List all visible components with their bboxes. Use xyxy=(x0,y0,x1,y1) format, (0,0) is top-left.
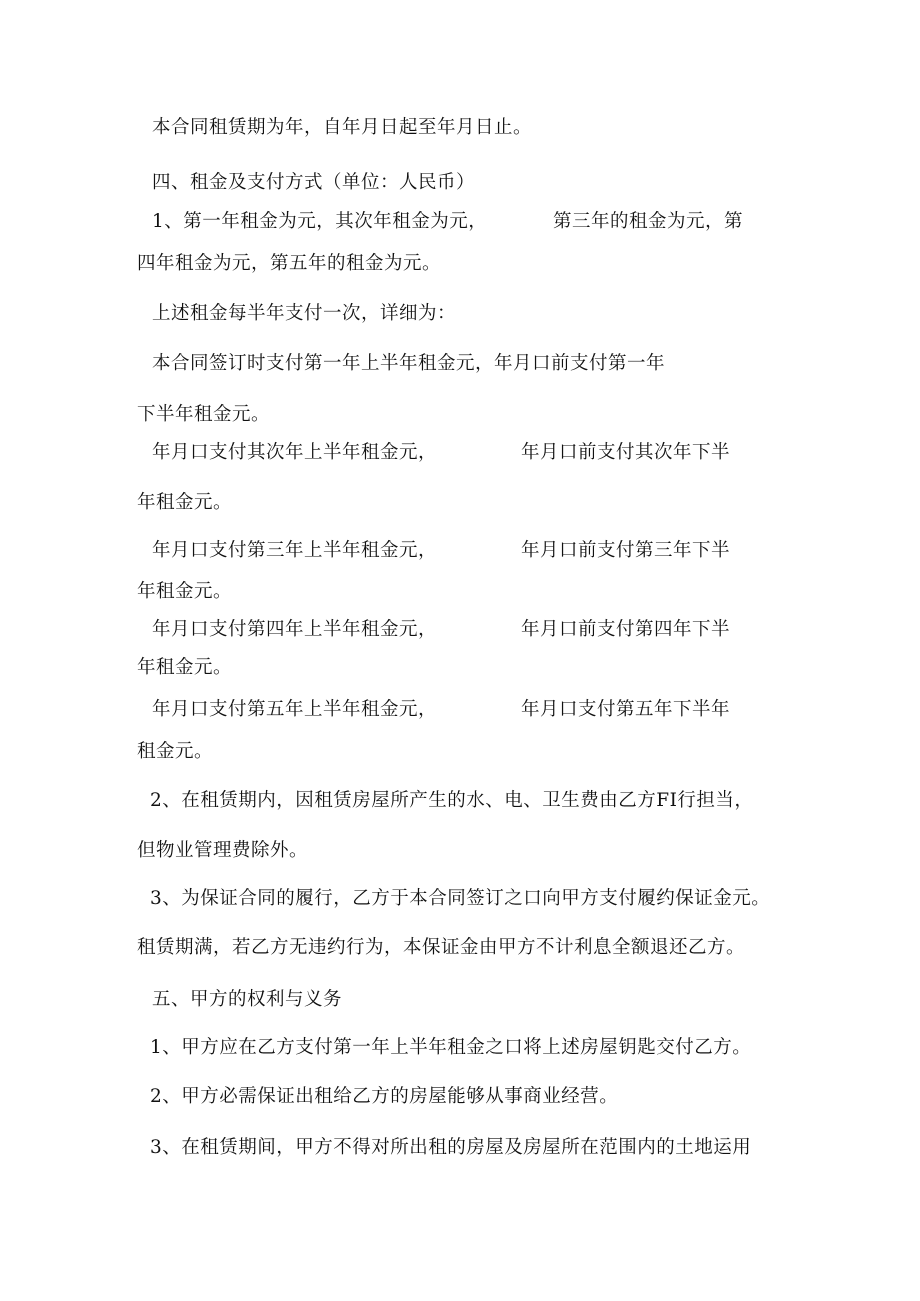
payment-line-1a: 本合同签订时支付第一年上半年租金元，年月口前支付第一年 xyxy=(152,353,666,374)
payment-line-2a: 年月口支付其次年上半年租金元， xyxy=(152,442,438,463)
payment-line-5b: 年月口支付第五年下半年 xyxy=(521,699,731,720)
landlord-clause-1: 1、甲方应在乙方支付第一年上半年租金之口将上述房屋钥匙交付乙方。 xyxy=(150,1037,752,1058)
rent-line-1c: 四年租金为元，第五年的租金为元。 xyxy=(137,253,442,274)
lease-term-line: 本合同租赁期为年，自年月日起至年月日止。 xyxy=(152,117,533,138)
payment-line-5c: 租金元。 xyxy=(137,741,214,762)
payment-line-4c: 年租金元。 xyxy=(137,657,233,678)
payment-schedule-intro: 上述租金每半年支付一次，详细为： xyxy=(152,303,457,324)
landlord-clause-2: 2、甲方必需保证出租给乙方的房屋能够从事商业经营。 xyxy=(150,1086,619,1107)
section-four-heading: 四、租金及支付方式（单位：人民币） xyxy=(152,172,476,193)
payment-line-1b: 下半年租金元。 xyxy=(137,404,271,425)
payment-line-2b: 年月口前支付其次年下半 xyxy=(521,442,731,463)
payment-line-3b: 年月口前支付第三年下半 xyxy=(521,540,731,561)
rent-line-1a: 1、第一年租金为元，其次年租金为元， xyxy=(152,211,488,232)
landlord-clause-3: 3、在租赁期间，甲方不得对所出租的房屋及房屋所在范围内的土地运用 xyxy=(150,1137,752,1158)
payment-line-2c: 年租金元。 xyxy=(137,492,233,513)
payment-line-5a: 年月口支付第五年上半年租金元， xyxy=(152,699,438,720)
payment-line-3c: 年租金元。 xyxy=(137,581,233,602)
section-five-heading: 五、甲方的权利与义务 xyxy=(152,989,343,1010)
clause-3-line-b: 租赁期满，若乙方无违约行为，本保证金由甲方不计利息全额退还乙方。 xyxy=(137,937,746,958)
payment-line-3a: 年月口支付第三年上半年租金元， xyxy=(152,540,438,561)
clause-2-line-b: 但物业管理费除外。 xyxy=(137,840,309,861)
clause-3-line-a: 3、为保证合同的履行，乙方于本合同签订之口向甲方支付履约保证金元。 xyxy=(150,888,771,909)
payment-line-4b: 年月口前支付第四年下半 xyxy=(521,619,731,640)
clause-2-line-a: 2、在租赁期内，因租赁房屋所产生的水、电、卫生费由乙方FI行担当， xyxy=(150,790,754,811)
rent-line-1b: 第三年的租金为元，第 xyxy=(553,211,744,232)
payment-line-4a: 年月口支付第四年上半年租金元， xyxy=(152,619,438,640)
